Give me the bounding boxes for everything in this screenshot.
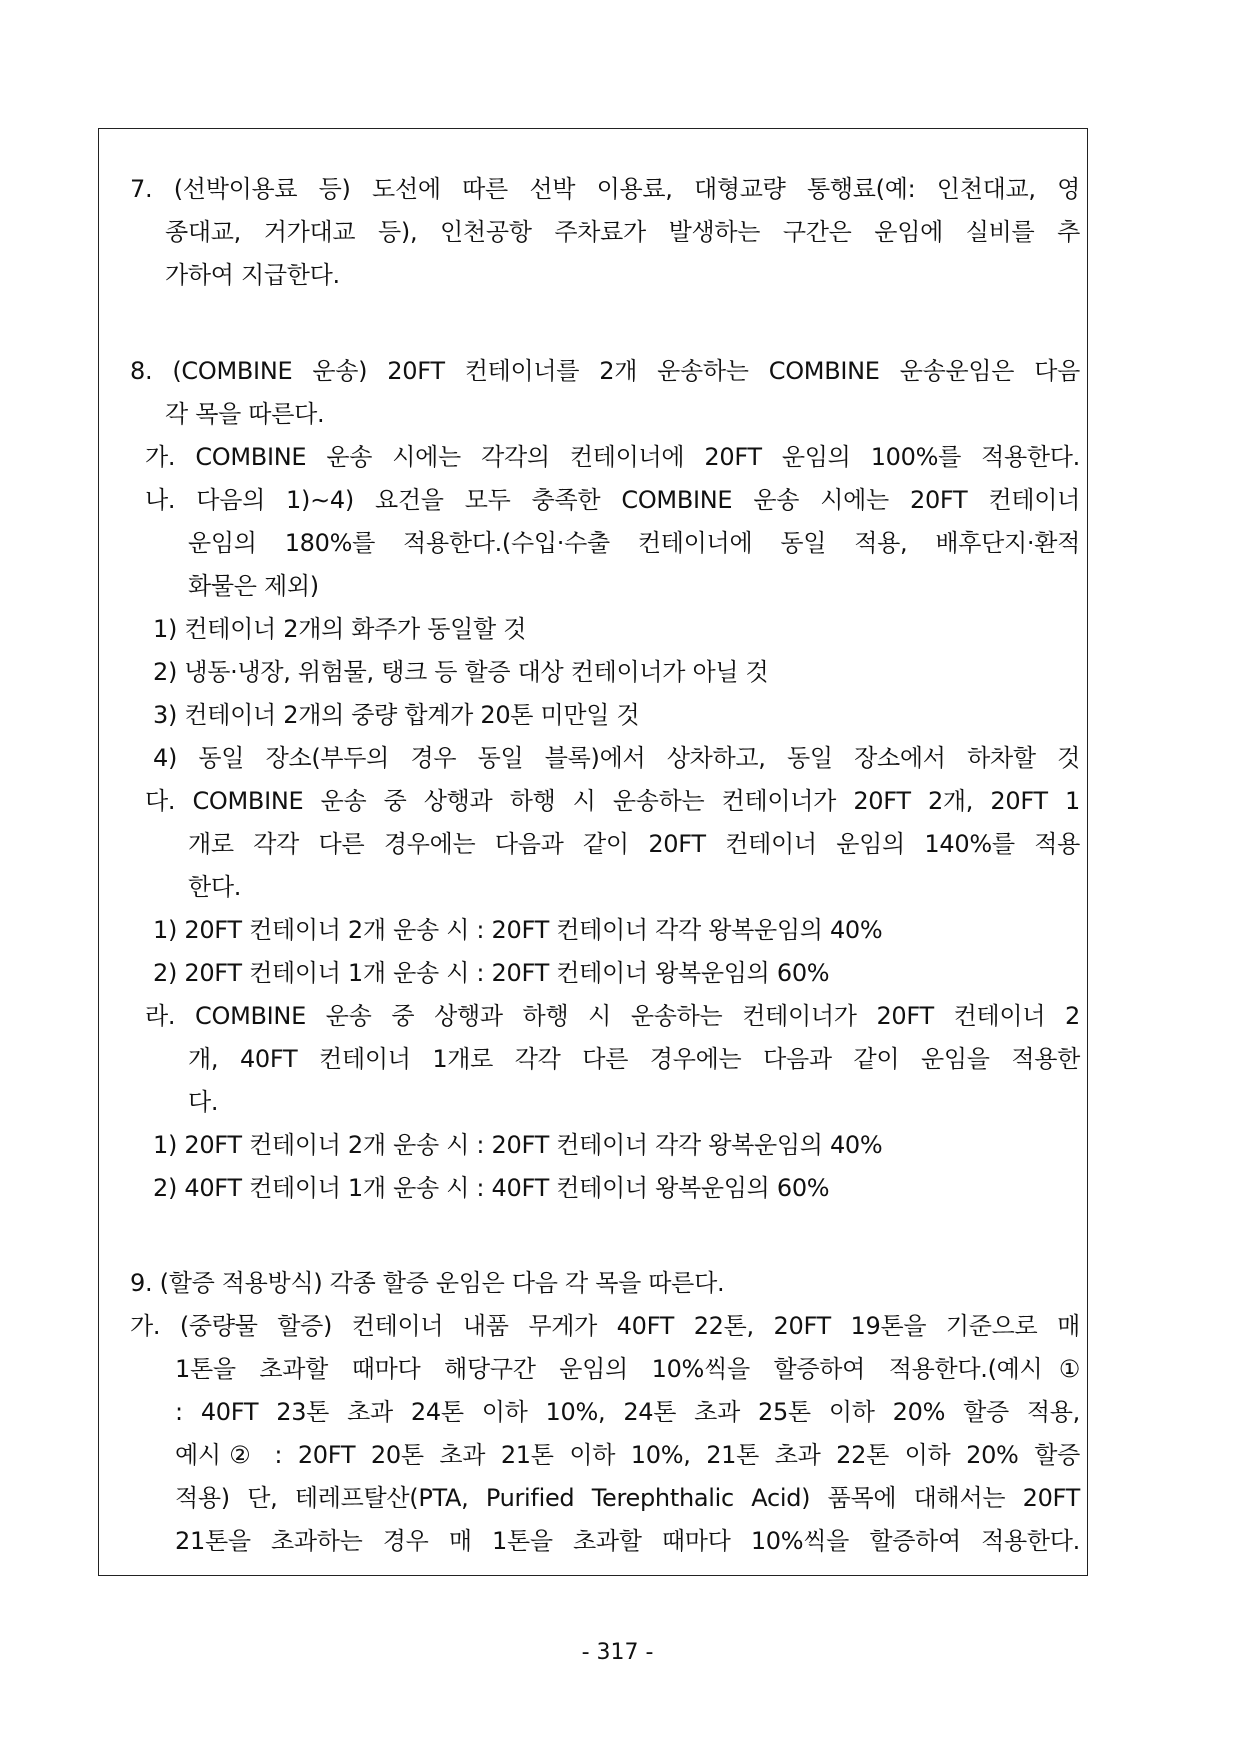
item-da-line-3: 한다. [188,873,242,901]
item-ga-line-1: 가. COMBINE 운송 시에는 각각의 컨테이너에 20FT 운임의 100%를 적용한다. [145,443,1080,471]
item-ra-line-3: 다. [188,1088,219,1116]
item-9ga-line-5: 적용) 단, 테레프탈산(PTA, Purified Terephthalic Acid) 품목에 대해서는 20FT [175,1484,1080,1512]
section-8-line-2: 각 목을 따른다. [165,400,325,428]
item-9ga-line-1: 가. (중량물 할증) 컨테이너 내품 무게가 40FT 22톤, 20FT 19톤을 기준으로 매 [130,1312,1080,1340]
item-ra-line-2: 개, 40FT 컨테이너 1개로 각각 다른 경우에는 다음과 같이 운임을 적용한 [188,1045,1080,1073]
item-da-sub-1: 1) 20FT 컨테이너 2개 운송 시 : 20FT 컨테이너 각각 왕복운임의 40% [153,916,883,944]
item-ra-sub-1: 1) 20FT 컨테이너 2개 운송 시 : 20FT 컨테이너 각각 왕복운임의 40% [153,1131,883,1159]
item-ra-sub-2: 2) 40FT 컨테이너 1개 운송 시 : 40FT 컨테이너 왕복운임의 60% [153,1174,830,1202]
item-na-line-1: 나. 다음의 1)∼4) 요건을 모두 충족한 COMBINE 운송 시에는 20FT 컨테이너 [145,486,1080,514]
item-ra-line-1: 라. COMBINE 운송 중 상행과 하행 시 운송하는 컨테이너가 20FT 컨테이너 2 [145,1002,1080,1030]
section-8-line-1: 8. (COMBINE 운송) 20FT 컨테이너를 2개 운송하는 COMBINE 운송운임은 다음 [130,357,1080,385]
item-9ga-line-3: : 40FT 23톤 초과 24톤 이하 10%, 24톤 초과 25톤 이하 20% 할증 적용, [175,1398,1080,1426]
item-na-line-3: 화물은 제외) [188,572,319,600]
item-9ga-line-4: 예시② : 20FT 20톤 초과 21톤 이하 10%, 21톤 초과 22톤 이하 20% 할증 [175,1441,1080,1469]
section-7-line-1: 7. (선박이용료 등) 도선에 따른 선박 이용료, 대형교량 통행료(예: 인천대교, 영 [130,175,1080,203]
item-na-sub-1: 1) 컨테이너 2개의 화주가 동일할 것 [153,615,527,643]
item-na-sub-2: 2) 냉동·냉장, 위험물, 탱크 등 할증 대상 컨테이너가 아닐 것 [153,658,769,686]
item-na-sub-3: 3) 컨테이너 2개의 중량 합계가 20톤 미만일 것 [153,701,640,729]
item-na-sub-4: 4) 동일 장소(부두의 경우 동일 블록)에서 상차하고, 동일 장소에서 하차할 것 [153,744,1080,772]
item-9ga-line-6: 21톤을 초과하는 경우 매 1톤을 초과할 때마다 10%씩을 할증하여 적용한다. [175,1527,1080,1555]
page-number: - 317 - [581,1640,654,1665]
section-7-line-3: 가하여 지급한다. [165,261,340,289]
item-da-line-1: 다. COMBINE 운송 중 상행과 하행 시 운송하는 컨테이너가 20FT 2개, 20FT 1 [145,787,1080,815]
item-na-line-2: 운임의 180%를 적용한다.(수입·수출 컨테이너에 동일 적용, 배후단지·환적 [188,529,1080,557]
item-da-line-2: 개로 각각 다른 경우에는 다음과 같이 20FT 컨테이너 운임의 140%를 적용 [188,830,1080,858]
item-da-sub-2: 2) 20FT 컨테이너 1개 운송 시 : 20FT 컨테이너 왕복운임의 60% [153,959,830,987]
item-9ga-line-2: 1톤을 초과할 때마다 해당구간 운임의 10%씩을 할증하여 적용한다.(예시① [175,1355,1080,1383]
section-9-line-1: 9. (할증 적용방식) 각종 할증 운임은 다음 각 목을 따른다. [130,1269,725,1297]
section-7-line-2: 종대교, 거가대교 등), 인천공항 주차료가 발생하는 구간은 운임에 실비를 추 [165,218,1080,246]
